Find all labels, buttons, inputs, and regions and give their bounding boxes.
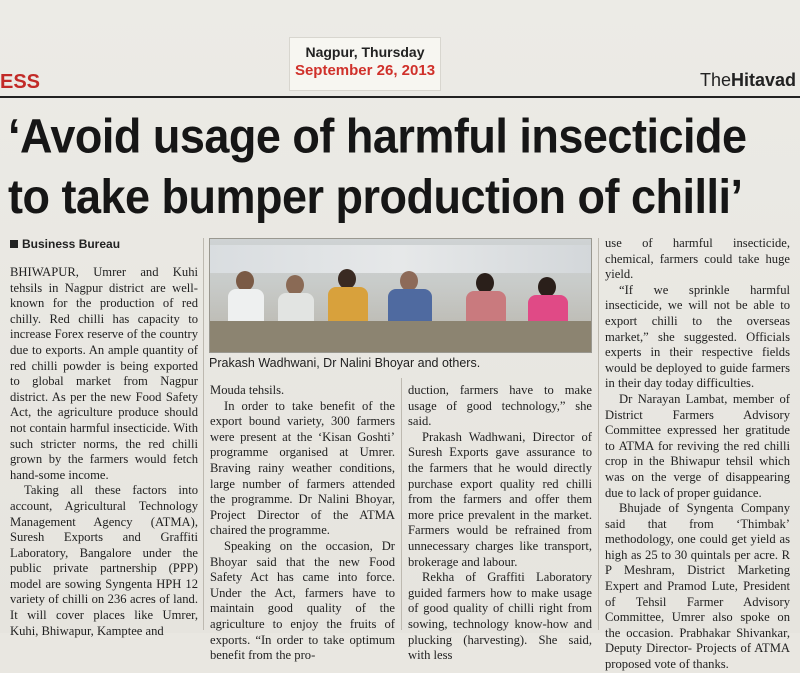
dateline-date: September 26, 2013 bbox=[294, 62, 436, 79]
masthead-prefix: The bbox=[700, 70, 732, 90]
column-divider bbox=[401, 378, 402, 630]
section-tag: ESS bbox=[0, 71, 41, 93]
article-column-1 bbox=[10, 265, 198, 639]
col3-paragraph-3: Rekha of Graffiti Laboratory guided farmers how to make usage of good quality of chilli right from sowing, technology know-how and plucking (harvesting). She said, with less bbox=[408, 570, 592, 663]
col1-paragraph-1: BHIWAPUR, Umrer and Kuhi tehsils in Nagpur district are well-known for the production of red chilly. Red chilli has capacity to increase Forex reserve of the country due to exports. An ample quantity of red chilli powder is being exported to global market from Nagpur district. As per the new Food Safety Act, the agriculture produce should not contain harmful insecticide. With such stricter norms, the red chilli grown by the farmers would fetch hand-some income. bbox=[10, 265, 198, 482]
masthead-name: Hitavad bbox=[731, 70, 797, 90]
photo-banner bbox=[210, 245, 591, 273]
col4-paragraph-2: “If we sprinkle harmful insecticide, we will not be able to export chilli to the overseas market,” she suggested. Officials experts in their respective fields would be deployed to guide farmers in their day today difficulties. bbox=[605, 282, 790, 391]
headline-line-2: to take bumper production of chilli’ bbox=[8, 168, 743, 224]
col3-paragraph-2: Prakash Wadhwani, Director of Suresh Exports gave assurance to the farmers that he would directly purchase export quality red chilli from the farmers and offer them more price prevalent in the market. Farmers would be refrained from unnecessary charges like transport, brokerage and labour. bbox=[408, 429, 592, 569]
column-divider bbox=[598, 238, 599, 630]
top-rule bbox=[0, 96, 800, 98]
headline-line-1: ‘Avoid usage of harmful insecticide bbox=[8, 108, 747, 164]
dateline-place: Nagpur, Thursday bbox=[305, 44, 425, 60]
col1-paragraph-2: Taking all these factors into account, Agricultural Technology Management Agency (ATMA), Suresh Exports and Graffiti Laboratory, Bangalore under the public private partnership (PPP) model are sowing Syngenta HPH 12 variety of chilli on 236 acres of land. It will cover places like Umrer, Kuhi, Bhiwapur, Kamptee and bbox=[10, 483, 198, 638]
col2-paragraph-2: In order to take benefit of the export bound variety, 300 farmers were present at the ‘Kisan Goshti’ programme organised at Umrer. Braving rainy weather conditions, large number of farmers attended the programme. Dr Nalini Bhoyar, Project Director of the ATMA chaired the programme. bbox=[210, 398, 395, 538]
masthead bbox=[700, 70, 796, 91]
article-column-3 bbox=[408, 383, 592, 664]
col2-paragraph-3: Speaking on the occasion, Dr Bhoyar said that the new Food Safety Act has came into force. Under the Act, farmers have to maintain good quality of the agriculture to enjoy the fruits of exports. “In order to take optimum benefit from the pro- bbox=[210, 538, 395, 663]
event-photo bbox=[209, 238, 592, 353]
byline-square-icon bbox=[10, 240, 18, 248]
photo-caption: Prakash Wadhwani, Dr Nalini Bhoyar and others. bbox=[209, 356, 481, 370]
dateline-clipping bbox=[289, 37, 441, 91]
byline bbox=[10, 237, 120, 251]
photo-table bbox=[210, 321, 591, 352]
col3-paragraph-1: duction, farmers have to make usage of good technology,” she said. bbox=[408, 383, 592, 429]
headline bbox=[8, 106, 798, 227]
col4-paragraph-4: Bhujade of Syngenta Company said that from ‘Thimbak’ methodology, one could get yield as high as 25 to 30 quintals per acre. R P Meshram, District Marketing Expert and Pramod Lute, President of Tehsil Farmer Advisory Committee, Umrer also spoke on the occasion. Prabhakar Shivankar, Deputy Director- Projects of ATMA proposed vote of thanks. bbox=[605, 501, 790, 672]
article-column-4 bbox=[605, 236, 790, 673]
col4-paragraph-1: use of harmful insecticide, chemical, farmers could take huge yield. bbox=[605, 236, 790, 282]
byline-text: Business Bureau bbox=[22, 237, 121, 251]
col2-paragraph-1: Mouda tehsils. bbox=[210, 383, 285, 397]
col4-paragraph-3: Dr Narayan Lambat, member of District Farmers Advisory Committee expressed her gratitude to ATMA for reviving the red chilli crop in the Bhiwapur tehsil which was on the verge of disappearing due to lack of proper guidance. bbox=[605, 391, 790, 500]
article-column-2 bbox=[210, 383, 395, 664]
column-divider bbox=[203, 238, 204, 630]
